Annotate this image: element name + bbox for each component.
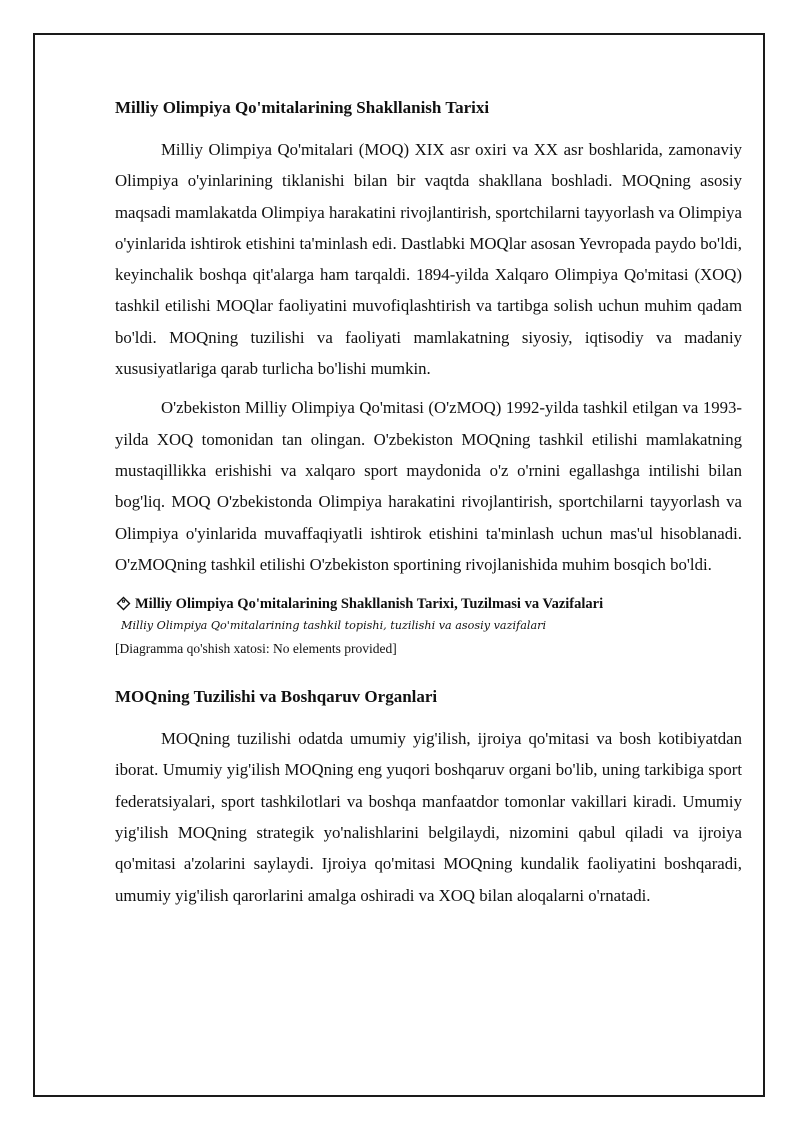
document-content (115, 96, 742, 919)
paragraph-history-1: Milliy Olimpiya Qo'mitalari (MOQ) XIX asr oxiri va XX asr boshlarida, zamonaviy Olimpiya o'yinlarining tiklanishi bilan bir vaqtda shakllana boshladi. MOQning asosiy maqsadi mamlakatda Olimpiya harakatini rivojlantirish, sportchilarni tayyorlash va Olimpiya o'yinlarida ishtirok etishini ta'minlash edi. Dastlabki MOQlar asosan Yevropada paydo bo'ldi, keyinchalik boshqa qit'alarga ham tarqaldi. 1894-yilda Xalqaro Olimpiya Qo'mitasi (XOQ) tashkil etilishi MOQlar faoliyatini muvofiqlashtirish va tartibga solish uchun muhim qadam bo'ldi. MOQning tuzilishi va faoliyati mamlakatning siyosiy, iqtisodiy va madaniy xususiyatlariga qarab turlicha bo'lishi mumkin. (115, 140, 742, 379)
paragraph-structure-1: MOQning tuzilishi odatda umumiy yig'ilish, ijroiya qo'mitasi va bosh kotibiyatdan iborat. Umumiy yig'ilish MOQning eng yuqori boshqaruv organi bo'lib, uning tarkibiga sport federatsiyalari, sport tashkilotlari va boshqa manfaatdor tomonlar vakillari kiradi. Umumiy yig'ilish MOQning strategik yo'nalishlarini belgilaydi, nizomini qabul qiladi va ijroiya qo'mitasi a'zolarini saylaydi. Ijroiya qo'mitasi MOQning kundalik faoliyatini boshqaradi, umumiy yig'ilish qarorlarini amalga oshiradi va XOQ bilan aloqalarni o'rnatadi. (115, 729, 742, 905)
tag-icon (115, 596, 131, 612)
section-heading-history: Milliy Olimpiya Qo'mitalarining Shakllanish Tarixi (115, 98, 490, 117)
diagram-placeholder (115, 594, 742, 659)
section-heading-structure: MOQning Tuzilishi va Boshqaruv Organlari (115, 687, 438, 707)
diagram-title-row (115, 594, 742, 614)
paragraph-history-2: O'zbekiston Milliy Olimpiya Qo'mitasi (O'zMOQ) 1992-yilda tashkil etilgan va 1993-yilda XOQ tomonidan tan olingan. O'zbekiston MOQning tashkil etilishi mamlakatning mustaqillikka erishishi va xalqaro sport maydonida o'z o'rnini egallashga intilishi bilan bog'liq. MOQ O'zbekistonda Olimpiya harakatini rivojlantirish, sportchilarni tayyorlash va Olimpiya o'yinlarida muvaffaqiyatli ishtirok etishini ta'minlash uchun mas'ul hisoblanadi. O'zMOQning tashkil etilishi O'zbekiston sportining rivojlanishida muhim bosqich bo'ldi. (115, 398, 742, 574)
diagram-error-message: [Diagramma qo'shish xatosi: No elements provided] (115, 641, 397, 657)
diagram-title: Milliy Olimpiya Qo'mitalarining Shakllanish Tarixi, Tuzilmasi va Vazifalari (135, 596, 604, 613)
diagram-subtitle: Milliy Olimpiya Qo'mitalarining tashkil topishi, tuzilishi va asosiy vazifalari (121, 619, 547, 633)
